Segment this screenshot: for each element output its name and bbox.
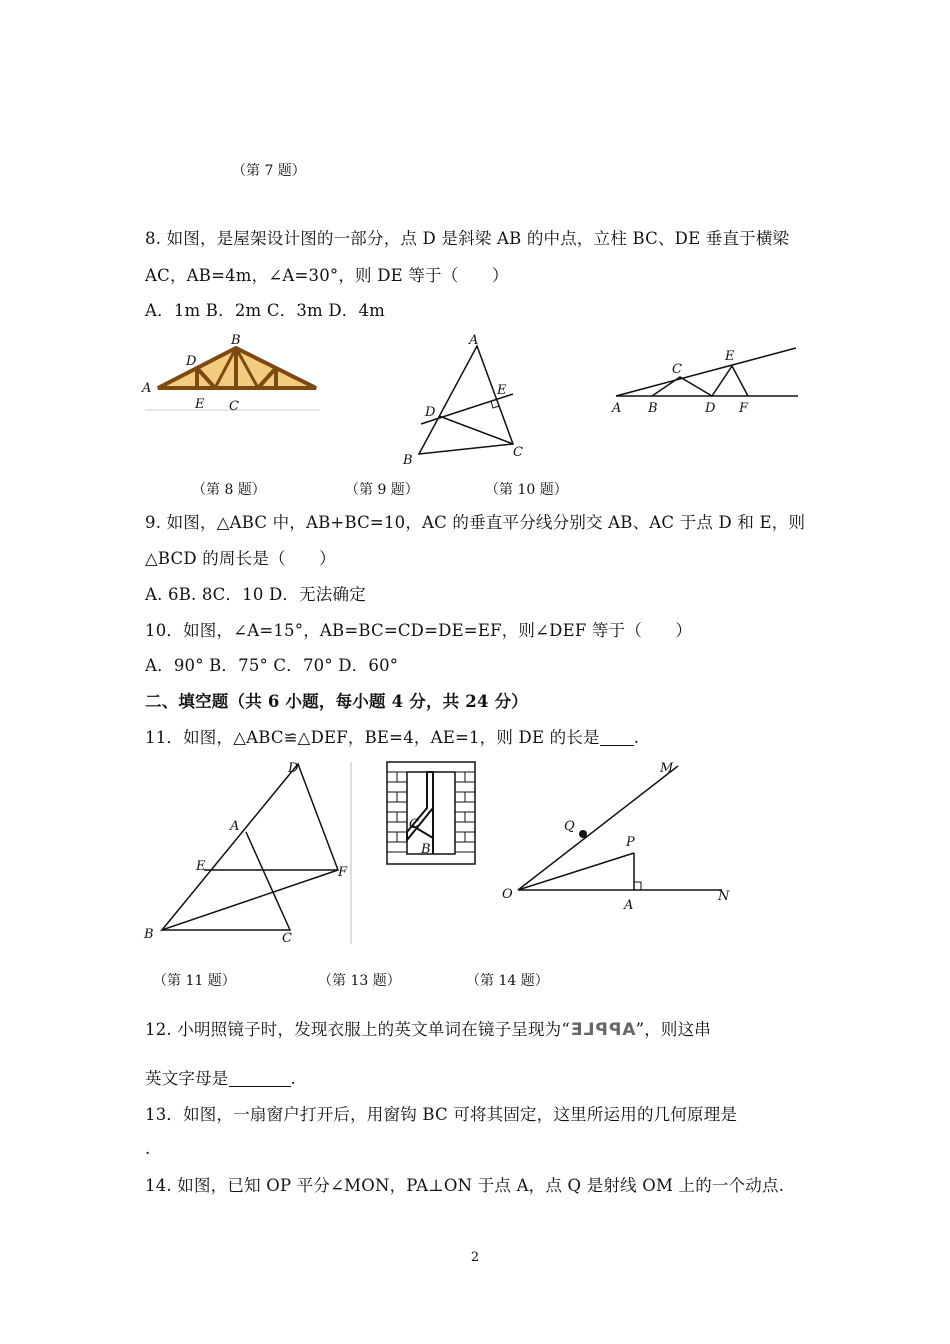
- fig9-label-e: E: [497, 383, 507, 398]
- q13-line2: .: [145, 1139, 151, 1158]
- caption-q8: （第 8 题）: [192, 482, 266, 498]
- figure-13: [383, 758, 479, 872]
- figure-14: [500, 758, 735, 917]
- fig9-label-d: D: [425, 405, 436, 420]
- fig9-label-a: A: [469, 333, 479, 348]
- fig10-label-e: E: [725, 349, 735, 364]
- figure-11: [138, 758, 358, 952]
- q9-line1: 9. 如图，△ABC 中，AB+BC=10，AC 的垂直平分线分别交 AB、AC 于点 D 和 E，则: [145, 513, 806, 532]
- fig8-label-b: B: [231, 333, 241, 348]
- fig10-label-c: C: [672, 362, 682, 377]
- point-q: [579, 830, 587, 838]
- fig10-label-a: A: [612, 401, 622, 416]
- figure-8: [140, 330, 325, 419]
- q12-text-line2: 英文字母是: [145, 1069, 229, 1088]
- fig8-label-c: C: [229, 399, 239, 414]
- caption-q9: （第 9 题）: [345, 482, 419, 498]
- fig9-label-c: C: [513, 445, 523, 460]
- fig8-label-e: E: [195, 397, 205, 412]
- q8-options: A．1m B．2m C．3m D．4m: [145, 301, 386, 320]
- fig14-label-m: M: [660, 761, 674, 776]
- caption-q14: （第 14 题）: [466, 973, 549, 989]
- fig10-label-d: D: [705, 401, 716, 416]
- fig14-label-p: P: [626, 835, 635, 850]
- caption-q11: （第 11 题）: [153, 973, 236, 989]
- fig11-label-e: E: [196, 859, 206, 874]
- fig11-label-b: B: [144, 927, 154, 942]
- fig10-label-f: F: [739, 401, 749, 416]
- fig14-label-q: Q: [564, 819, 575, 834]
- fig10-label-b: B: [648, 401, 658, 416]
- fig11-label-c: C: [282, 931, 292, 946]
- q9-line2: △BCD 的周长是（ ）: [145, 549, 336, 568]
- q14-line1: 14. 如图，已知 OP 平分∠MON，PA⊥ON 于点 A，点 Q 是射线 OM 上的一个动点.: [145, 1176, 785, 1195]
- fig9-label-b: B: [403, 453, 413, 468]
- fig8-label-d: D: [186, 354, 197, 369]
- fig13-label-b: B: [421, 842, 431, 857]
- q11-answer-blank[interactable]: [600, 729, 634, 746]
- q11-line: [145, 727, 639, 749]
- fig8-label-a: A: [142, 381, 152, 396]
- fig14-label-n: N: [718, 889, 730, 904]
- q12-line1: [145, 1019, 711, 1041]
- q8-line1: 8. 如图，是屋架设计图的一部分，点 D 是斜梁 AB 的中点，立柱 BC、DE 垂直于横梁: [145, 229, 790, 248]
- q13-line1: 13．如图，一扇窗户打开后，用窗钩 BC 可将其固定，这里所运用的几何原理是: [145, 1105, 738, 1124]
- page-number: 2: [470, 1250, 480, 1265]
- caption-q13: （第 13 题）: [318, 973, 401, 989]
- q12-line2: [145, 1068, 296, 1090]
- fig11-label-d: D: [288, 761, 299, 776]
- q12-text-post: ”，则这串: [635, 1020, 711, 1039]
- figure-9: [395, 332, 535, 476]
- figure-10: [608, 344, 803, 423]
- q12-text-pre: 12. 小明照镜子时，发现衣服上的英文单词在镜子呈现为“: [145, 1020, 571, 1039]
- fig13-label-c: C: [409, 817, 419, 832]
- q9-options: A. 6B. 8C．10 D．无法确定: [145, 585, 366, 604]
- q11-text: 11．如图，△ABC≌△DEF，BE=4，AE=1，则 DE 的长是: [145, 728, 600, 747]
- fig14-label-a: A: [624, 898, 634, 913]
- fig11-label-f: F: [338, 865, 348, 880]
- q11-end: .: [633, 728, 640, 747]
- q12-end: .: [290, 1069, 296, 1088]
- fig14-label-o: O: [502, 887, 513, 902]
- mirror-word: APPLE: [570, 1020, 636, 1040]
- fig11-label-a: A: [230, 819, 240, 834]
- q8-line2: AC，AB=4m，∠A=30°，则 DE 等于（ ）: [145, 266, 509, 285]
- q10-options: A．90° B．75° C．70° D．60°: [145, 656, 399, 675]
- caption-q7: （第 7 题）: [232, 163, 306, 179]
- q12-answer-blank[interactable]: [229, 1070, 291, 1087]
- caption-q10: （第 10 题）: [485, 482, 568, 498]
- section-heading: 二、填空题（共 6 小题，每小题 4 分，共 24 分）: [145, 692, 528, 711]
- q10-line1: 10．如图，∠A=15°，AB=BC=CD=DE=EF，则∠DEF 等于（ ）: [145, 621, 693, 640]
